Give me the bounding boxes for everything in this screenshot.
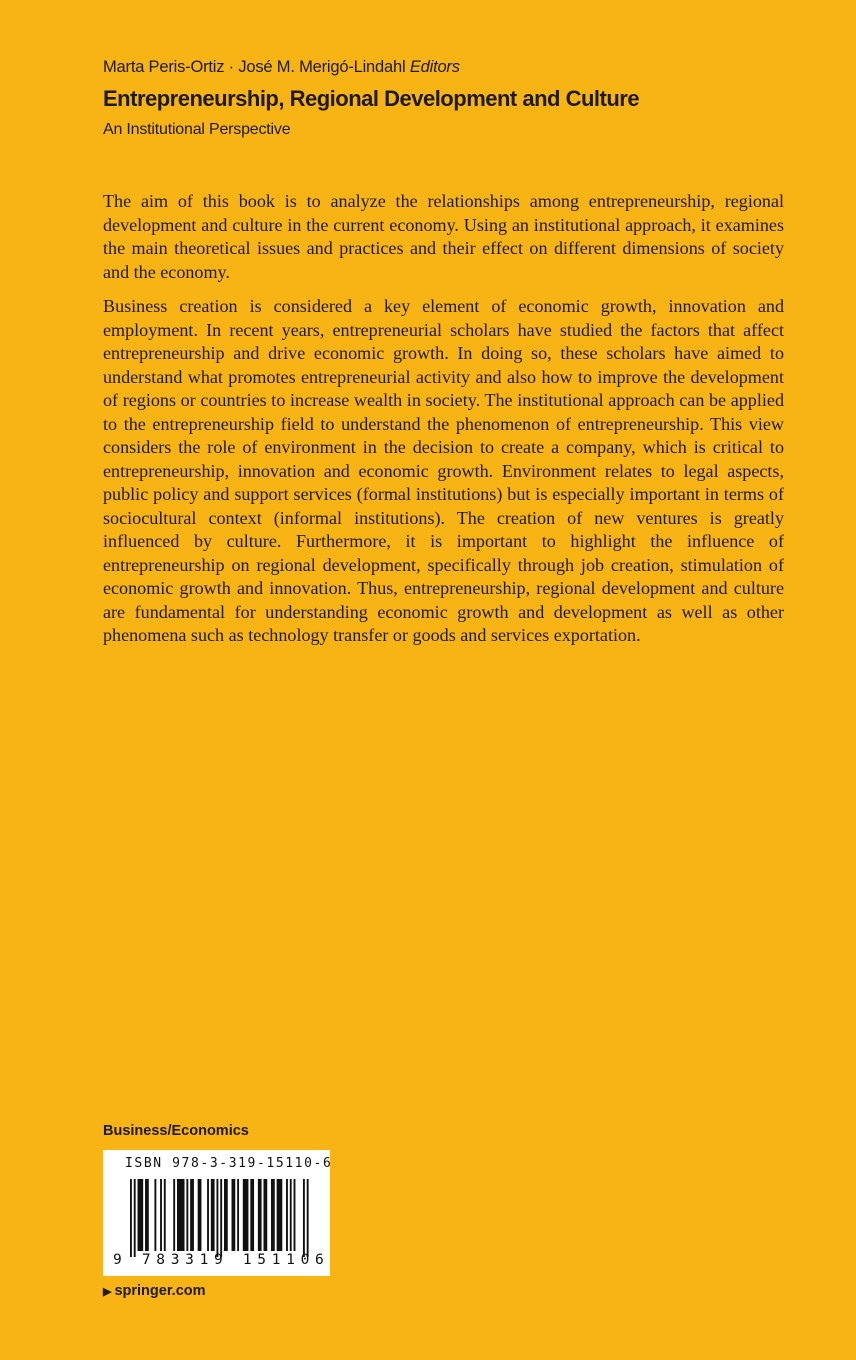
isbn-label: ISBN 978-3-319-15110-6 — [125, 1156, 333, 1171]
barcode-bar — [173, 1179, 175, 1251]
barcode-bar — [177, 1179, 185, 1251]
editors-role: Editors — [409, 58, 460, 76]
barcode-bar — [198, 1179, 202, 1251]
description-paragraph-2: Business creation is considered a key element of economic growth, innovation and employment. In recent years, entrepreneurial scholars have studied the factors that affect entrepreneurship and drive economic growth. In doing so, these scholars have aimed to understand what promotes entrepreneurial activity and also how to improve the development of regions or countries to increase wealth in society. The institutional approach can be applied to the entrepreneurship field to understand the phenomenon of entrepreneurship. This view considers the role of environment in the decision to create a company, which is critical to entrepreneurship, innovation and economic growth. Environment relates to legal aspects, public policy and support services (formal institutions) but is especially important in terms of sociocultural context (informal institutions). The creation of new ventures is greatly influenced by culture. Furthermore, it is important to highlight the influence of entrepreneurship on regional development, specifically through job creation, stimulation of economic growth and innovation. Thus, entrepreneurship, regional development and culture are fundamental for understanding economic growth and development as well as other phenomena such as technology transfer or goods and services exportation. — [103, 296, 784, 645]
barcode-bar — [258, 1179, 262, 1251]
barcode-bar — [286, 1179, 288, 1251]
barcode-digits: 9 783319 151106 — [113, 1252, 330, 1268]
editors-line — [103, 58, 460, 77]
barcode-panel — [103, 1150, 333, 1276]
barcode-bar — [290, 1179, 292, 1251]
barcode-bar — [263, 1179, 267, 1251]
barcode-bar — [277, 1179, 283, 1251]
publisher-website: springer.com — [114, 1283, 206, 1299]
triangle-right-icon: ▶ — [103, 1286, 112, 1298]
book-title: Entrepreneurship, Regional Development and Culture — [103, 86, 640, 111]
barcode-bar — [243, 1179, 249, 1251]
barcode-bar — [211, 1179, 215, 1251]
barcode-bar — [145, 1179, 149, 1251]
barcode-bar — [160, 1179, 162, 1251]
barcode-bar — [138, 1179, 144, 1251]
barcode-bar — [154, 1179, 156, 1251]
barcode-bar — [207, 1179, 209, 1251]
barcode-guard-bar — [130, 1179, 132, 1257]
barcode-guard-bar — [307, 1179, 309, 1257]
barcode-bar — [232, 1179, 236, 1251]
publisher-link[interactable] — [103, 1283, 206, 1299]
barcode-guard-bar — [220, 1179, 222, 1257]
category-label: Business/Economics — [103, 1123, 249, 1139]
barcode-bar — [164, 1179, 166, 1251]
book-subtitle: An Institutional Perspective — [103, 121, 291, 138]
barcode-bar — [224, 1179, 228, 1251]
barcode-guard-bar — [134, 1179, 136, 1257]
barcode-bar — [190, 1179, 194, 1251]
editors-names: Marta Peris-Ortiz · José M. Merigó-Lindahl — [103, 58, 406, 76]
barcode-bar — [186, 1179, 188, 1251]
barcode-bar — [250, 1179, 254, 1251]
barcode-guard-bar — [303, 1179, 305, 1257]
barcode-bar — [237, 1179, 239, 1251]
description-paragraph-1: The aim of this book is to analyze the relationships among entrepreneurship, regional development and culture in the current economy. Using an institutional approach, it examines the main theoretical issues and practices and their effect on different dimensions of society and the economy. — [103, 191, 784, 282]
barcode-guard-bar — [216, 1179, 218, 1257]
barcode-bar — [294, 1179, 296, 1251]
barcode-bar — [271, 1179, 275, 1251]
description — [103, 190, 784, 659]
